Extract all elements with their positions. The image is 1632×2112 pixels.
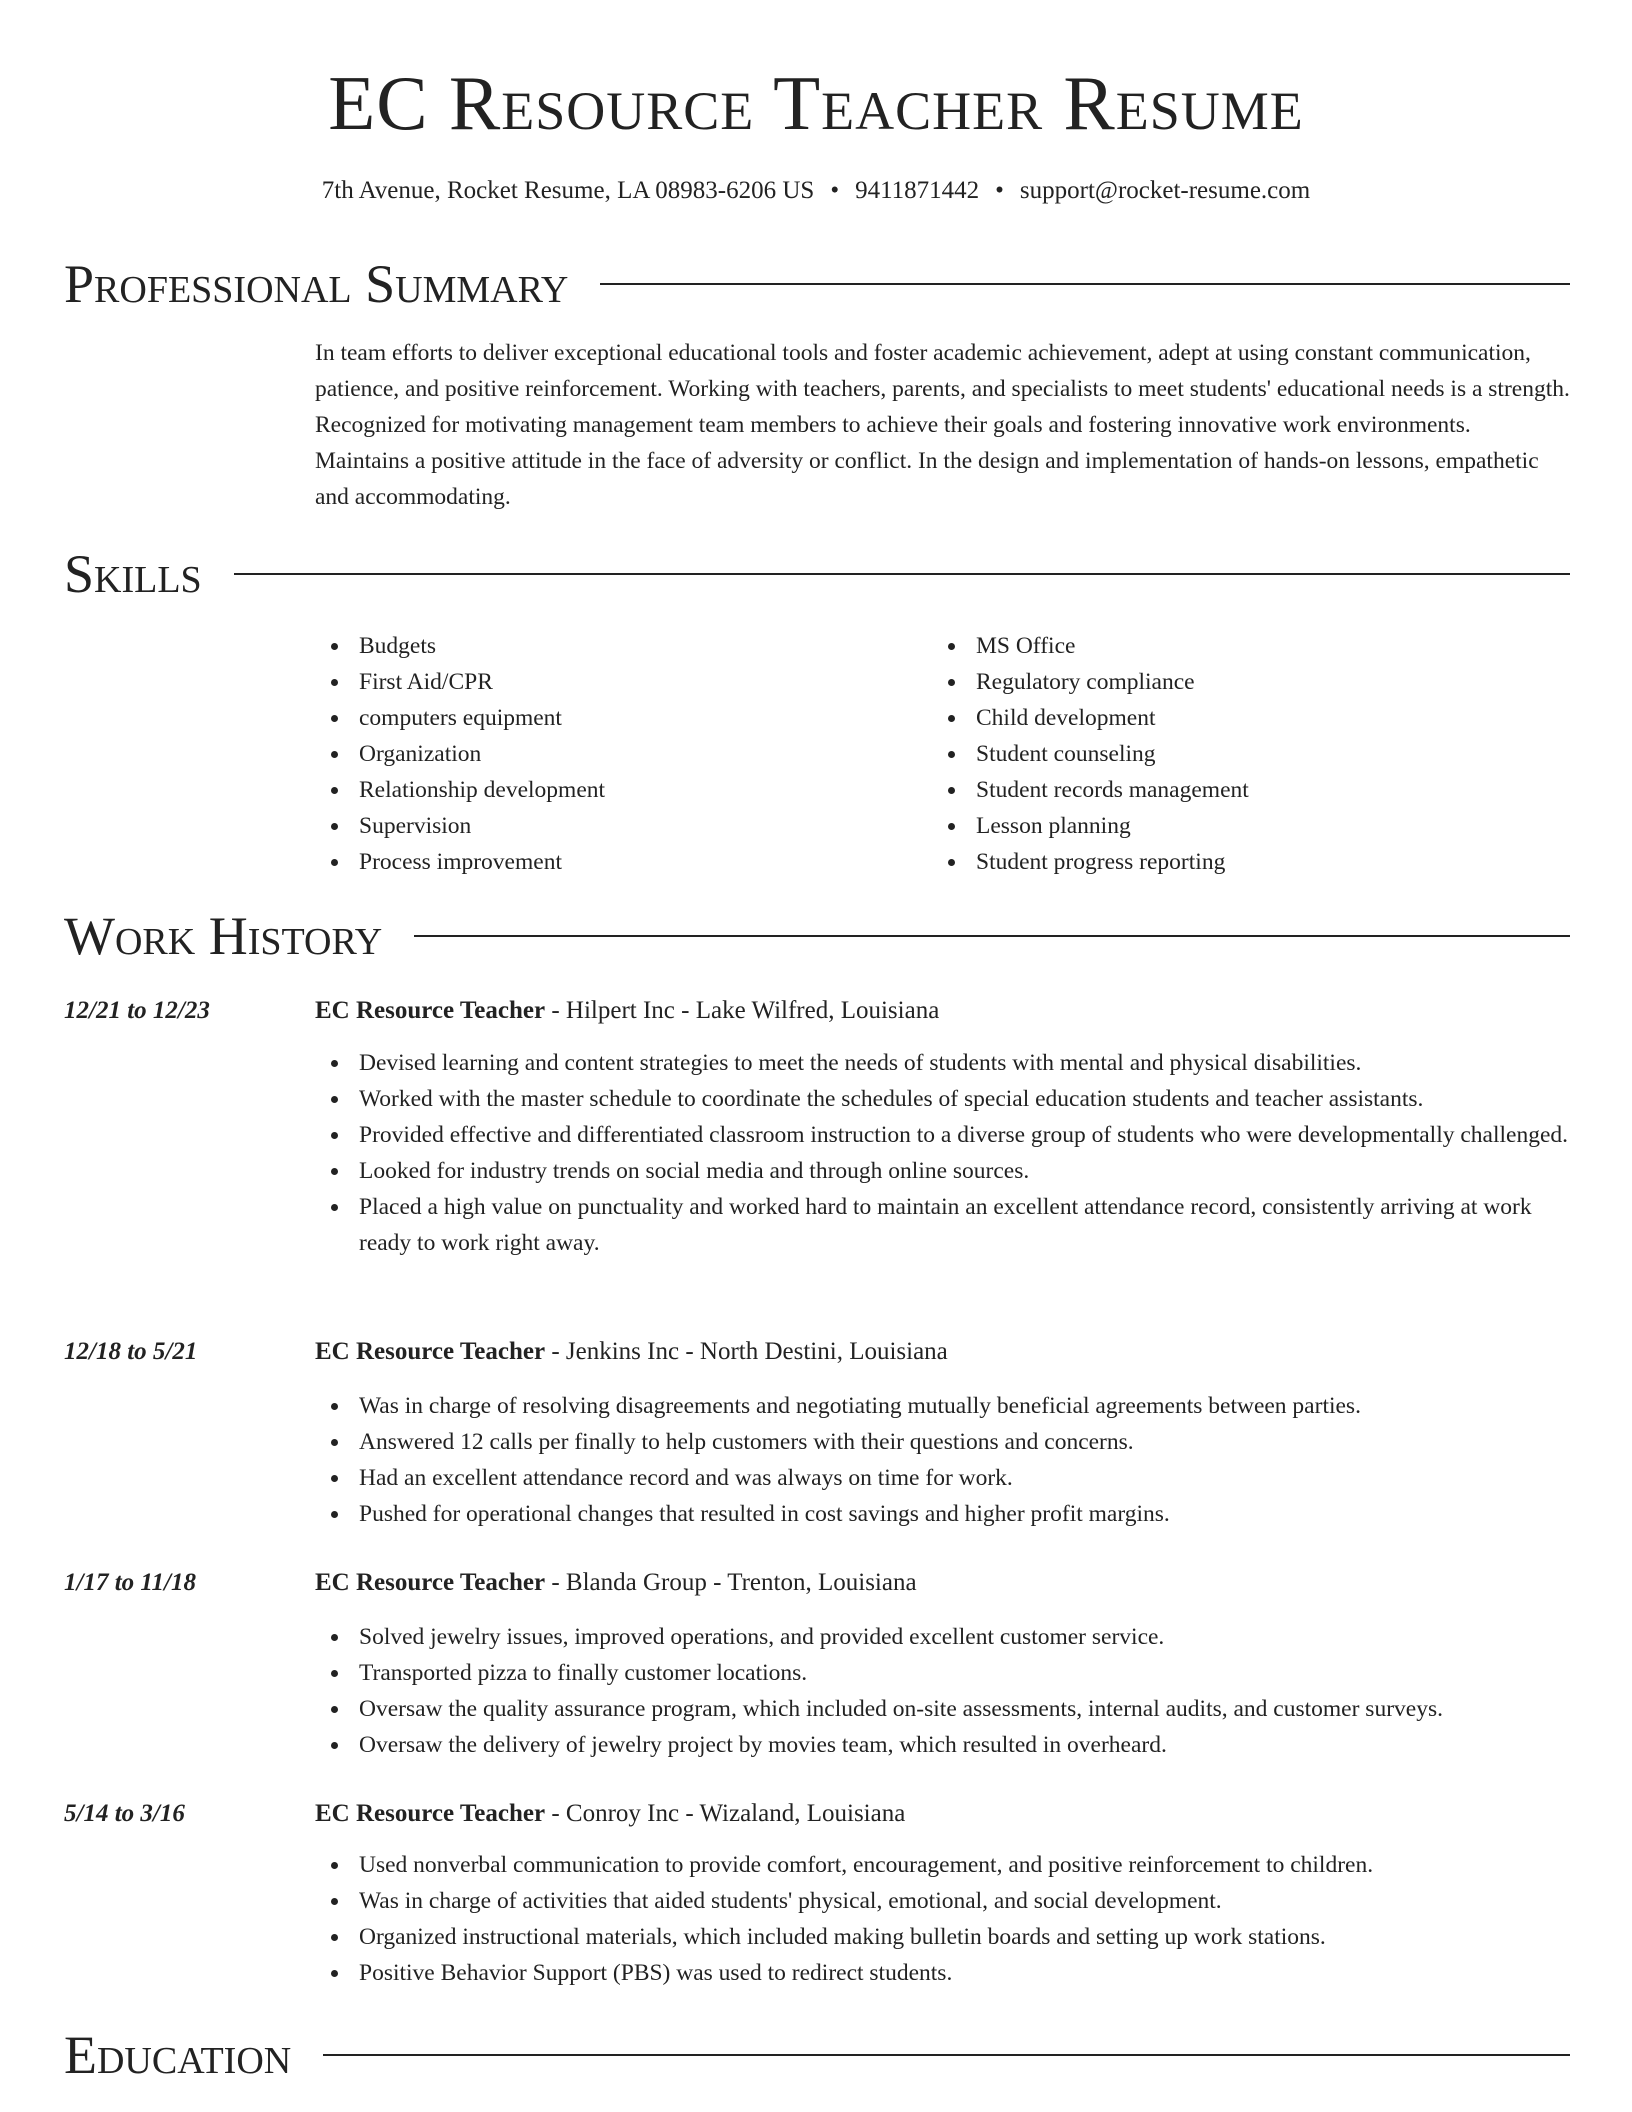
- work-bullet: Placed a high value on punctuality and worked hard to maintain an excellent attendance record, consistently arriving at work ready to work right away.: [315, 1189, 1570, 1261]
- work-headline: [315, 1565, 1570, 1601]
- work-bullet: Worked with the master schedule to coordinate the schedules of special education students and teacher assistants.: [315, 1081, 1570, 1117]
- skill-item: Organization: [315, 736, 932, 772]
- skill-item: computers equipment: [315, 700, 932, 736]
- skill-item: Student progress reporting: [932, 844, 1549, 880]
- skills-column-right: [932, 628, 1549, 880]
- work-bullet: Answered 12 calls per finally to help customers with their questions and concerns.: [315, 1424, 1570, 1460]
- skill-item: Regulatory compliance: [932, 664, 1549, 700]
- section-divider: [414, 935, 1570, 937]
- work-bullet: Had an excellent attendance record and was always on time for work.: [315, 1460, 1570, 1496]
- work-role: EC Resource Teacher: [315, 997, 546, 1024]
- work-dates: 12/21 to 12/23: [64, 997, 210, 1024]
- resume-title: EC Resource Teacher Resume: [328, 60, 1304, 146]
- skill-item: Student counseling: [932, 736, 1549, 772]
- skills-column-left: [315, 628, 932, 880]
- work-bullet: Transported pizza to finally customer locations.: [315, 1655, 1570, 1691]
- section-heading-skills: [64, 542, 1570, 606]
- work-employer: - Conroy Inc - Wizaland, Louisiana: [545, 1800, 906, 1827]
- section-title: Professional Summary: [64, 254, 569, 314]
- work-bullet: Oversaw the quality assurance program, which included on-site assessments, internal audits, and customer surveys.: [315, 1691, 1570, 1727]
- work-bullet: Oversaw the delivery of jewelry project by movies team, which resulted in overheard.: [315, 1727, 1570, 1763]
- skill-item: Supervision: [315, 808, 932, 844]
- section-heading-summary: [64, 252, 1570, 316]
- skill-item: Relationship development: [315, 772, 932, 808]
- work-role: EC Resource Teacher: [315, 1338, 546, 1365]
- work-bullet: Used nonverbal communication to provide comfort, encouragement, and positive reinforcement to children.: [315, 1847, 1570, 1883]
- contact-line: [0, 174, 1632, 208]
- work-headline: [315, 993, 1570, 1029]
- section-title: Education: [64, 2025, 292, 2085]
- skills-list: [315, 628, 1570, 880]
- work-bullet: Was in charge of resolving disagreements and negotiating mutually beneficial agreements between parties.: [315, 1388, 1570, 1424]
- section-divider: [234, 573, 1570, 575]
- work-headline: [315, 1334, 1570, 1370]
- work-dates: 12/18 to 5/21: [64, 1338, 198, 1365]
- work-employer: - Blanda Group - Trenton, Louisiana: [545, 1569, 917, 1596]
- work-bullet: Was in charge of activities that aided students' physical, emotional, and social development.: [315, 1883, 1570, 1919]
- work-bullets: [315, 1388, 1570, 1532]
- work-bullet: Solved jewelry issues, improved operations, and provided excellent customer service.: [315, 1619, 1570, 1655]
- work-employer: - Hilpert Inc - Lake Wilfred, Louisiana: [545, 997, 940, 1024]
- section-title: Work History: [64, 906, 383, 966]
- contact-address: 7th Avenue, Rocket Resume, LA 08983-6206 US: [321, 177, 815, 204]
- work-role: EC Resource Teacher: [315, 1569, 546, 1596]
- section-divider: [600, 283, 1570, 285]
- section-heading-education: [64, 2023, 1570, 2087]
- section-heading-work-history: [64, 904, 1570, 968]
- skill-item: Budgets: [315, 628, 932, 664]
- section-title: Skills: [64, 544, 202, 604]
- work-dates: 1/17 to 11/18: [64, 1569, 196, 1596]
- skill-item: Lesson planning: [932, 808, 1549, 844]
- summary-text: In team efforts to deliver exceptional educational tools and foster academic achievement, adept at using constant communication, patience, and positive reinforcement. Working with teachers, parents, and specialists to meet students' educational needs is a strength. Recognized for motivating management team members to achieve their goals and fostering innovative work environments. Maintains a positive attitude in the face of adversity or conflict. In the design and implementation of hands-on lessons, empathetic and accommodating.: [315, 340, 1570, 510]
- work-employer: - Jenkins Inc - North Destini, Louisiana: [545, 1338, 948, 1365]
- contact-separator: •: [830, 177, 840, 204]
- work-role: EC Resource Teacher: [315, 1800, 546, 1827]
- section-divider: [323, 2054, 1570, 2056]
- skill-item: First Aid/CPR: [315, 664, 932, 700]
- skill-item: Student records management: [932, 772, 1549, 808]
- skill-item: MS Office: [932, 628, 1549, 664]
- skill-item: Child development: [932, 700, 1549, 736]
- contact-separator: •: [995, 177, 1004, 204]
- work-bullets: [315, 1619, 1570, 1763]
- work-headline: [315, 1796, 1570, 1832]
- work-bullets: [315, 1847, 1570, 1991]
- work-bullet: Provided effective and differentiated classroom instruction to a diverse group of students who were developmentally challenged.: [315, 1117, 1570, 1153]
- contact-phone: 9411871442: [855, 177, 980, 204]
- skill-item: Process improvement: [315, 844, 932, 880]
- work-bullets: [315, 1045, 1570, 1261]
- contact-email[interactable]: support@rocket-resume.com: [1019, 177, 1311, 204]
- work-bullet: Pushed for operational changes that resulted in cost savings and higher profit margins.: [315, 1496, 1570, 1532]
- work-bullet: Organized instructional materials, which included making bulletin boards and setting up work stations.: [315, 1919, 1570, 1955]
- work-bullet: Devised learning and content strategies to meet the needs of students with mental and physical disabilities.: [315, 1045, 1570, 1081]
- work-bullet: Looked for industry trends on social media and through online sources.: [315, 1153, 1570, 1189]
- work-dates: 5/14 to 3/16: [64, 1800, 185, 1827]
- work-bullet: Positive Behavior Support (PBS) was used to redirect students.: [315, 1955, 1570, 1991]
